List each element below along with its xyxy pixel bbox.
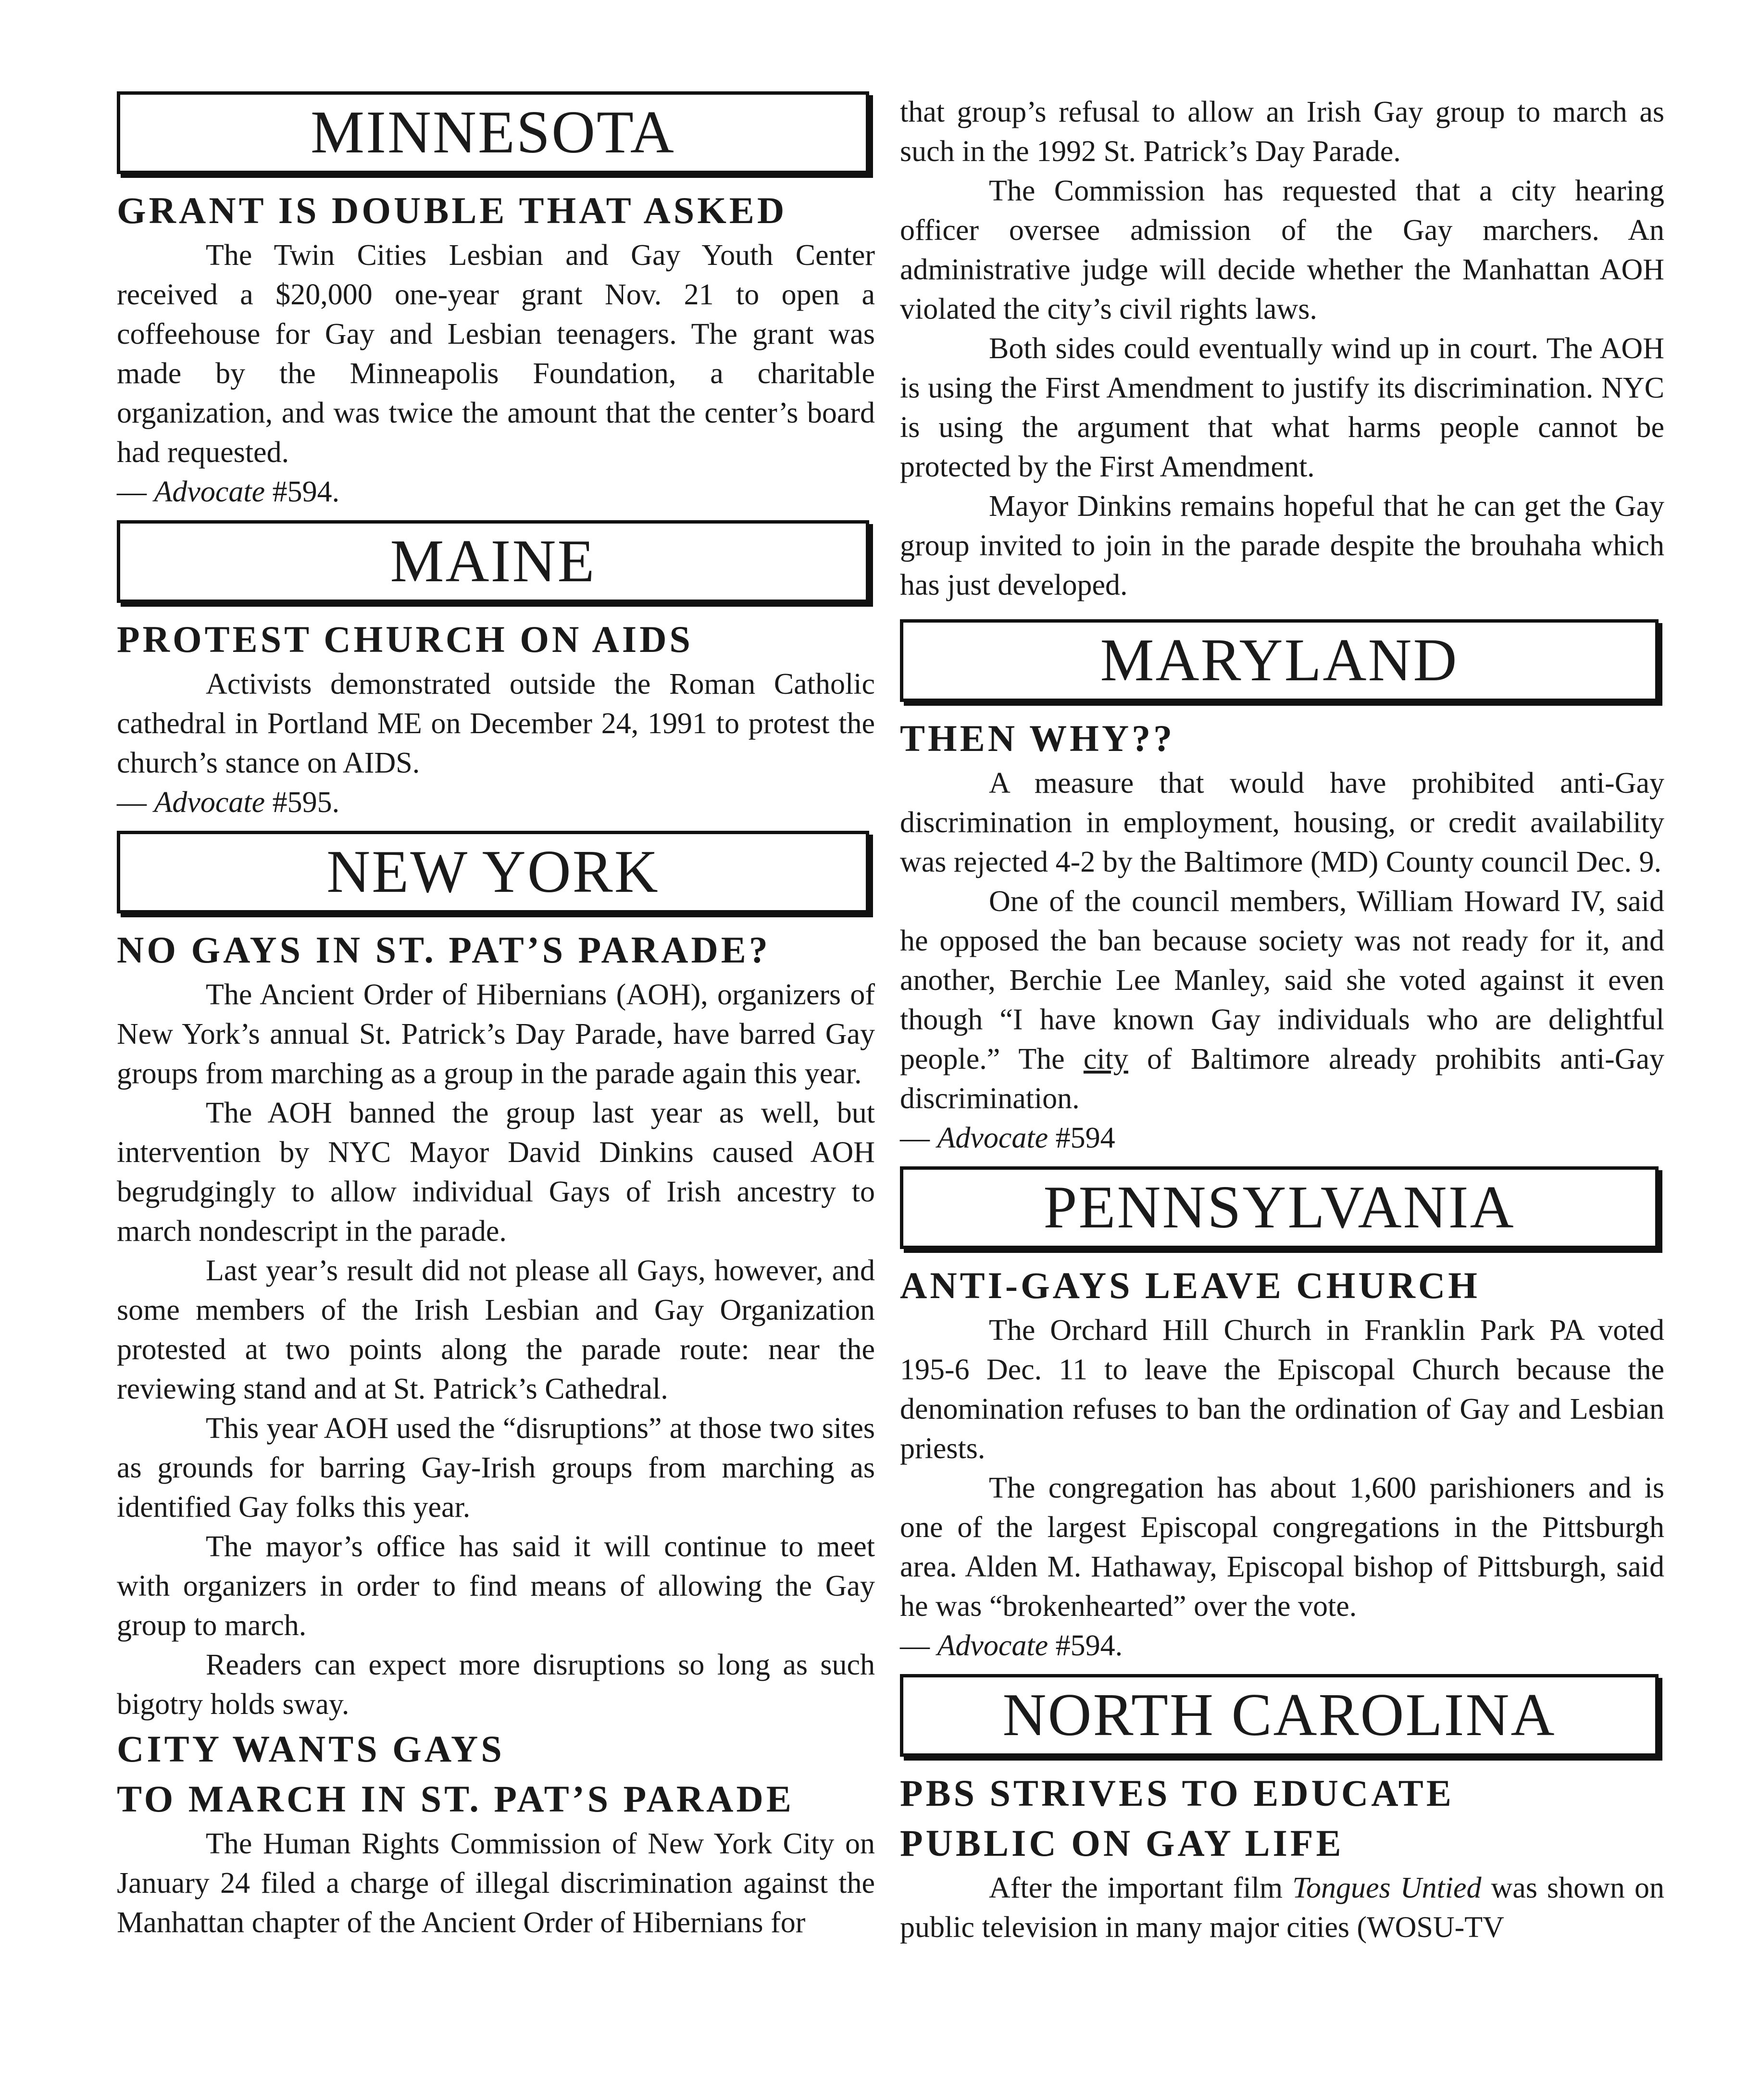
article-paragraph: The Ancient Order of Hibernians (AOH), organizers of New York’s annual St. Patrick’s Day Parade, have barred Gay groups from marching as a group in the parade again this year. (117, 978, 875, 1090)
right-column (900, 92, 1664, 1947)
headline-line: PUBLIC ON GAY LIFE (900, 1822, 1344, 1864)
article-paragraph: Readers can expect more disruptions so long as such bigotry holds sway. (117, 1649, 875, 1721)
film-title: Tongues Untied (1292, 1872, 1482, 1904)
paragraph-text: After the important film (989, 1872, 1293, 1904)
article-paragraph: The mayor’s office has said it will continue to meet with organizers in order to find means of allowing the Gay group to march. (117, 1530, 875, 1642)
article-paragraph: The Commission has requested that a city hearing officer oversee admission of the Gay marchers. An administrative judge will decide whether the Manhattan AOH violated the city’s civil rights laws. (900, 175, 1664, 325)
headline-pennsylvania: ANTI-GAYS LEAVE CHURCH (900, 1264, 1480, 1306)
headline-city-wants-gays (117, 1724, 875, 1824)
headline-line: PBS STRIVES TO EDUCATE (900, 1772, 1454, 1814)
source-publication: Advocate (937, 1629, 1048, 1662)
headline-line: CITY WANTS GAYS (117, 1728, 505, 1770)
headline-line: TO MARCH IN ST. PAT’S PARADE (117, 1778, 794, 1820)
source-dash: — (117, 786, 147, 819)
source-publication: Advocate (937, 1122, 1048, 1154)
article-paragraph: Activists demonstrated outside the Roman Catholic cathedral in Portland ME on December 24, 1991 to protest the church’s stance on AIDS. (117, 668, 875, 779)
article-paragraph (900, 882, 1664, 1118)
source-dash: — (900, 1122, 930, 1154)
article-paragraph: Both sides could eventually wind up in court. The AOH is using the First Amendment to justify its discrimination. NYC is using the argument that what harms people cannot be protected by the First Amendment. (900, 332, 1664, 483)
state-banner-maryland: MARYLAND (900, 619, 1659, 702)
underlined-word: city (1083, 1043, 1128, 1075)
article-paragraph: Last year’s result did not please all Gays, however, and some members of the Irish Lesbian and Gay Organization protested at two points along the parade route: near the reviewing stand and at St. Patrick’s Cathedral. (117, 1254, 875, 1405)
state-banner-new-york: NEW YORK (117, 831, 869, 913)
source-issue: #595. (272, 786, 340, 819)
headline-north-carolina (900, 1768, 1664, 1868)
headline-new-york: NO GAYS IN ST. PAT’S PARADE? (117, 929, 771, 971)
source-citation (900, 1626, 1664, 1665)
source-dash: — (900, 1629, 930, 1662)
paragraph-text: was shown on public television in many major cities (WOSU-TV (900, 1872, 1664, 1944)
source-issue: #594. (1055, 1629, 1123, 1662)
state-banner-maine: MAINE (117, 520, 869, 603)
article-paragraph: The Human Rights Commission of New York City on January 24 filed a charge of illegal discrimination against the Manhattan chapter of the Ancient Order of Hibernians for (117, 1827, 875, 1939)
source-dash: — (117, 475, 147, 508)
article-paragraph: The Orchard Hill Church in Franklin Park PA voted 195-6 Dec. 11 to leave the Episcopal Church because the denomination refuses to ban the ordination of Gay and Lesbian priests. (900, 1314, 1664, 1465)
article-paragraph: A measure that would have prohibited anti-Gay discrimination in employment, housing, or credit availability was rejected 4-2 by the Baltimore (MD) County council Dec. 9. (900, 767, 1664, 878)
article-paragraph: The Twin Cities Lesbian and Gay Youth Center received a $20,000 one-year grant Nov. 21 to open a coffeehouse for Gay and Lesbian teenagers. The grant was made by the Minneapolis Foundation, a charitable organization, and was twice the amount that the center’s board had requested. (117, 239, 875, 469)
headline-minnesota: GRANT IS DOUBLE THAT ASKED (117, 189, 787, 231)
state-banner-north-carolina: NORTH CAROLINA (900, 1674, 1659, 1757)
headline-maryland: THEN WHY?? (900, 717, 1175, 759)
source-citation (117, 783, 875, 822)
source-publication: Advocate (154, 475, 265, 508)
paragraph-text: of Baltimore already prohibits anti-Gay discrimination. (900, 1043, 1665, 1115)
article-paragraph: The AOH banned the group last year as well, but intervention by NYC Mayor David Dinkins caused AOH begrudgingly to allow individual Gays of Irish ancestry to march nondescript in the parade. (117, 1097, 875, 1248)
article-paragraph: Mayor Dinkins remains hopeful that he can get the Gay group invited to join in the parade despite the brouhaha which has just developed. (900, 490, 1664, 601)
source-citation (900, 1118, 1664, 1158)
headline-maine: PROTEST CHURCH ON AIDS (117, 618, 693, 660)
left-column (117, 91, 875, 1942)
state-banner-minnesota: MINNESOTA (117, 91, 869, 174)
source-citation (117, 472, 875, 512)
article-paragraph (900, 1868, 1664, 1947)
source-issue: #594 (1055, 1122, 1115, 1154)
state-banner-pennsylvania: PENNSYLVANIA (900, 1166, 1659, 1249)
paragraph-text: One of the council members, William Howard IV, said he opposed the ban because society was not ready for it, and another, Berchie Lee Manley, said she voted against it even though “I have known Gay individuals who are delightful people.” The (900, 885, 1664, 1075)
article-paragraph: The congregation has about 1,600 parishioners and is one of the largest Episcopal congregations in the Pittsburgh area. Alden M. Hathaway, Episcopal bishop of Pittsburgh, said he was “brokenhearted” over the vote. (900, 1472, 1664, 1623)
source-publication: Advocate (154, 786, 265, 819)
article-paragraph: This year AOH used the “disruptions” at those two sites as grounds for barring Gay-Irish groups from marching as identified Gay folks this year. (117, 1412, 875, 1524)
source-issue: #594. (272, 475, 340, 508)
article-paragraph-continued: that group’s refusal to allow an Irish Gay group to march as such in the 1992 St. Patrick’s Day Parade. (900, 96, 1664, 168)
